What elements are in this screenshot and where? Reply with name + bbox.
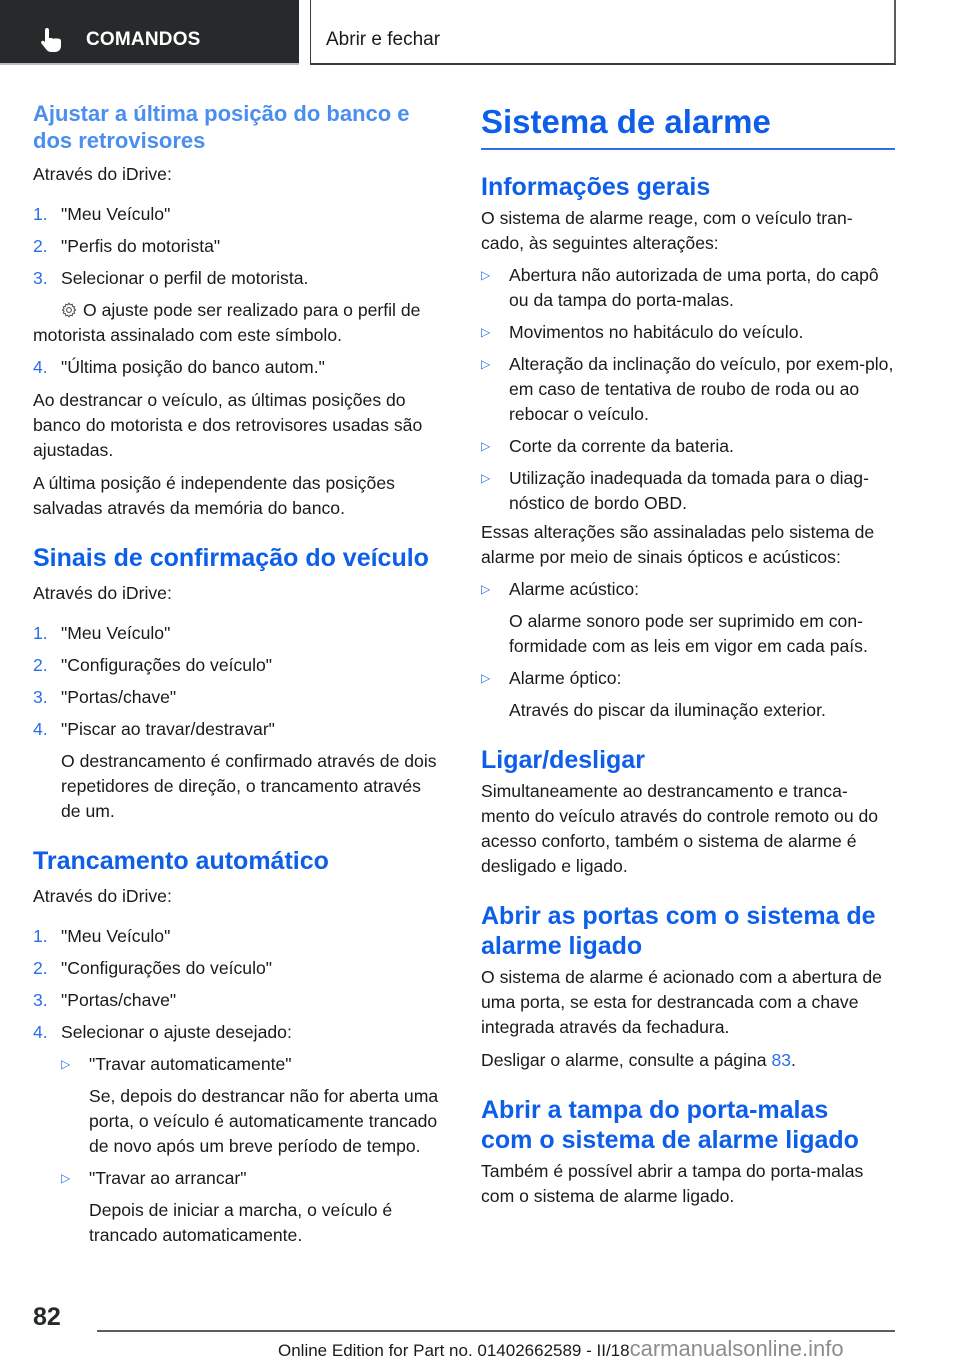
triangle-bullet-icon: ▷ bbox=[481, 268, 491, 282]
option-label: "Travar automaticamente" bbox=[89, 1054, 292, 1074]
list-item bbox=[33, 234, 445, 259]
list-number: 4. bbox=[33, 1022, 48, 1042]
list-text: Selecionar o perfil de motorista. bbox=[61, 268, 309, 288]
list-item bbox=[33, 653, 445, 678]
section-heading-last-position bbox=[33, 100, 445, 154]
bullet-text: Utilização inadequada da tomada para o diag-nóstico de bordo OBD. bbox=[509, 468, 869, 513]
footer-rule bbox=[97, 1330, 895, 1332]
footer-line bbox=[278, 1336, 844, 1362]
paragraph: A última posição é independente das posições salvadas através da memória do banco. bbox=[33, 473, 395, 518]
list-text: "Última posição do banco autom." bbox=[61, 357, 325, 377]
heading-line: Ajustar a última posição do banco e bbox=[33, 101, 410, 126]
list-item bbox=[33, 1020, 445, 1045]
list-item bbox=[33, 988, 445, 1013]
list-number: 1. bbox=[33, 623, 48, 643]
triangle-bullet-icon: ▷ bbox=[481, 357, 491, 371]
list-number: 3. bbox=[33, 990, 48, 1010]
list-text: "Meu Veículo" bbox=[61, 926, 171, 946]
list-item bbox=[33, 355, 445, 380]
heading-line: dos retrovisores bbox=[33, 128, 206, 153]
heading-line: com o sistema de alarme ligado bbox=[481, 1126, 859, 1154]
triangle-bullet-icon: ▷ bbox=[481, 671, 491, 685]
intro-text: O sistema de alarme reage, com o veículo tran-cado, às seguintes alterações: bbox=[481, 208, 853, 253]
bullet-text: Corte da corrente da bateria. bbox=[509, 436, 734, 456]
list-number: 1. bbox=[33, 926, 48, 946]
bullet-text: Alarme acústico: bbox=[509, 579, 640, 599]
bullet-text: Alteração da inclinação do veículo, por exem-plo, em caso de tentativa de roubo de roda ou ao rebocar o veículo. bbox=[509, 354, 894, 424]
heading-line: Abrir a tampa do porta-malas bbox=[481, 1096, 829, 1124]
list-text: "Configurações do veículo" bbox=[61, 655, 273, 675]
section-heading-info: Informações gerais bbox=[481, 173, 711, 201]
bullet-item bbox=[481, 466, 895, 516]
triangle-bullet-icon: ▷ bbox=[481, 471, 491, 485]
page-link[interactable]: 83 bbox=[771, 1050, 792, 1070]
section-tab bbox=[0, 0, 299, 65]
profile-note bbox=[33, 298, 445, 348]
section-heading-trunk bbox=[481, 1095, 895, 1155]
list-item bbox=[33, 717, 445, 742]
option-item bbox=[61, 1166, 445, 1191]
list-number: 2. bbox=[33, 236, 48, 256]
list-text: "Meu Veículo" bbox=[61, 204, 171, 224]
bullet-item bbox=[481, 577, 895, 602]
triangle-bullet-icon: ▷ bbox=[481, 325, 491, 339]
bullet-text: Alarme óptico: bbox=[509, 668, 622, 688]
bullet-text: Movimentos no habitáculo do veículo. bbox=[509, 322, 804, 342]
list-number: 4. bbox=[33, 357, 48, 377]
paragraph: Ao destrancar o veículo, as últimas posições do banco do motorista e dos retrovisores usadas são ajustadas. bbox=[33, 390, 423, 460]
reference-text: . bbox=[791, 1050, 796, 1070]
list-number: 3. bbox=[33, 687, 48, 707]
section-heading-confirmation: Sinais de confirmação do veículo bbox=[33, 544, 429, 572]
bullet-item bbox=[481, 263, 895, 313]
list-text: Selecionar o ajuste desejado: bbox=[61, 1022, 292, 1042]
list-item bbox=[33, 621, 445, 646]
note-text: O destrancamento é confirmado através de dois repetidores de direção, o trancamento através de um. bbox=[61, 751, 437, 821]
list-number: 1. bbox=[33, 204, 48, 224]
list-text: "Configurações do veículo" bbox=[61, 958, 273, 978]
chapter-label: Abrir e fechar bbox=[326, 29, 441, 50]
intro-text: Através do iDrive: bbox=[33, 164, 172, 184]
heading-line: Abrir as portas com o sistema de bbox=[481, 902, 876, 930]
option-desc: Depois de iniciar a marcha, o veículo é trancado automaticamente. bbox=[89, 1200, 393, 1245]
list-text: "Portas/chave" bbox=[61, 990, 177, 1010]
list-text: "Meu Veículo" bbox=[61, 623, 171, 643]
option-desc: Se, depois do destrancar não for aberta uma porta, o veículo é automaticamente trancado de novo após um breve período de tempo. bbox=[89, 1086, 439, 1156]
page-reference bbox=[481, 1048, 895, 1073]
section-label: COMANDOS bbox=[86, 29, 201, 50]
right-column bbox=[481, 102, 895, 1209]
heading-line: alarme ligado bbox=[481, 932, 643, 960]
bullet-text: Abertura não autorizada de uma porta, do capô ou da tampa do porta-malas. bbox=[509, 265, 879, 310]
list-item bbox=[33, 685, 445, 710]
hand-pointer-icon bbox=[40, 27, 64, 53]
list-text: "Portas/chave" bbox=[61, 687, 177, 707]
bullet-item bbox=[481, 320, 895, 345]
watermark: carmanualsonline.info bbox=[629, 1336, 844, 1361]
list-number: 2. bbox=[33, 655, 48, 675]
option-label: "Travar ao arrancar" bbox=[89, 1168, 247, 1188]
bullet-desc: O alarme sonoro pode ser suprimido em con-formidade com as leis em vigor em cada país. bbox=[509, 611, 868, 656]
paragraph: Também é possível abrir a tampa do porta-malas com o sistema de alarme ligado. bbox=[481, 1161, 864, 1206]
list-number: 2. bbox=[33, 958, 48, 978]
edition-text: Online Edition for Part no. 01402662589 - II/18 bbox=[278, 1341, 630, 1360]
paragraph: O sistema de alarme é acionado com a abertura de uma porta, se esta for destrancada com a chave integrada através da fechadura. bbox=[481, 967, 882, 1037]
chapter-tab bbox=[310, 0, 896, 65]
triangle-bullet-icon: ▷ bbox=[61, 1171, 71, 1185]
gear-icon bbox=[61, 302, 77, 318]
option-item bbox=[61, 1052, 445, 1077]
list-item bbox=[33, 956, 445, 981]
triangle-bullet-icon: ▷ bbox=[481, 582, 491, 596]
reference-text: Desligar o alarme, consulte a página bbox=[481, 1050, 772, 1070]
paragraph: Simultaneamente ao destrancamento e tranca-mento do veículo através do controle remoto ou do acesso conforto, também o sistema de alarme é desligado e ligado. bbox=[481, 781, 879, 876]
list-item bbox=[33, 924, 445, 949]
intro-text: Através do iDrive: bbox=[33, 583, 172, 603]
list-number: 3. bbox=[33, 268, 48, 288]
bullet-item bbox=[481, 352, 895, 427]
triangle-bullet-icon: ▷ bbox=[481, 439, 491, 453]
list-text: "Perfis do motorista" bbox=[61, 236, 221, 256]
intro-text: Através do iDrive: bbox=[33, 886, 172, 906]
bullet-desc: Através do piscar da iluminação exterior. bbox=[509, 700, 826, 720]
note-text: O ajuste pode ser realizado para o perfil de motorista assinalado com este símbolo. bbox=[33, 300, 421, 345]
section-heading-on-off: Ligar/desligar bbox=[481, 746, 645, 774]
list-item bbox=[33, 202, 445, 227]
left-column bbox=[33, 100, 445, 1248]
section-heading-doors bbox=[481, 901, 895, 961]
list-item bbox=[33, 266, 445, 291]
triangle-bullet-icon: ▷ bbox=[61, 1057, 71, 1071]
page-number: 82 bbox=[33, 1303, 61, 1331]
chapter-title: Sistema de alarme bbox=[481, 103, 771, 140]
section-heading-auto-lock: Trancamento automático bbox=[33, 847, 329, 875]
bullet-item bbox=[481, 666, 895, 691]
bullet-item bbox=[481, 434, 895, 459]
list-number: 4. bbox=[33, 719, 48, 739]
list-text: "Piscar ao travar/destravar" bbox=[61, 719, 275, 739]
paragraph: Essas alterações são assinaladas pelo sistema de alarme por meio de sinais ópticos e acústicos: bbox=[481, 522, 875, 567]
